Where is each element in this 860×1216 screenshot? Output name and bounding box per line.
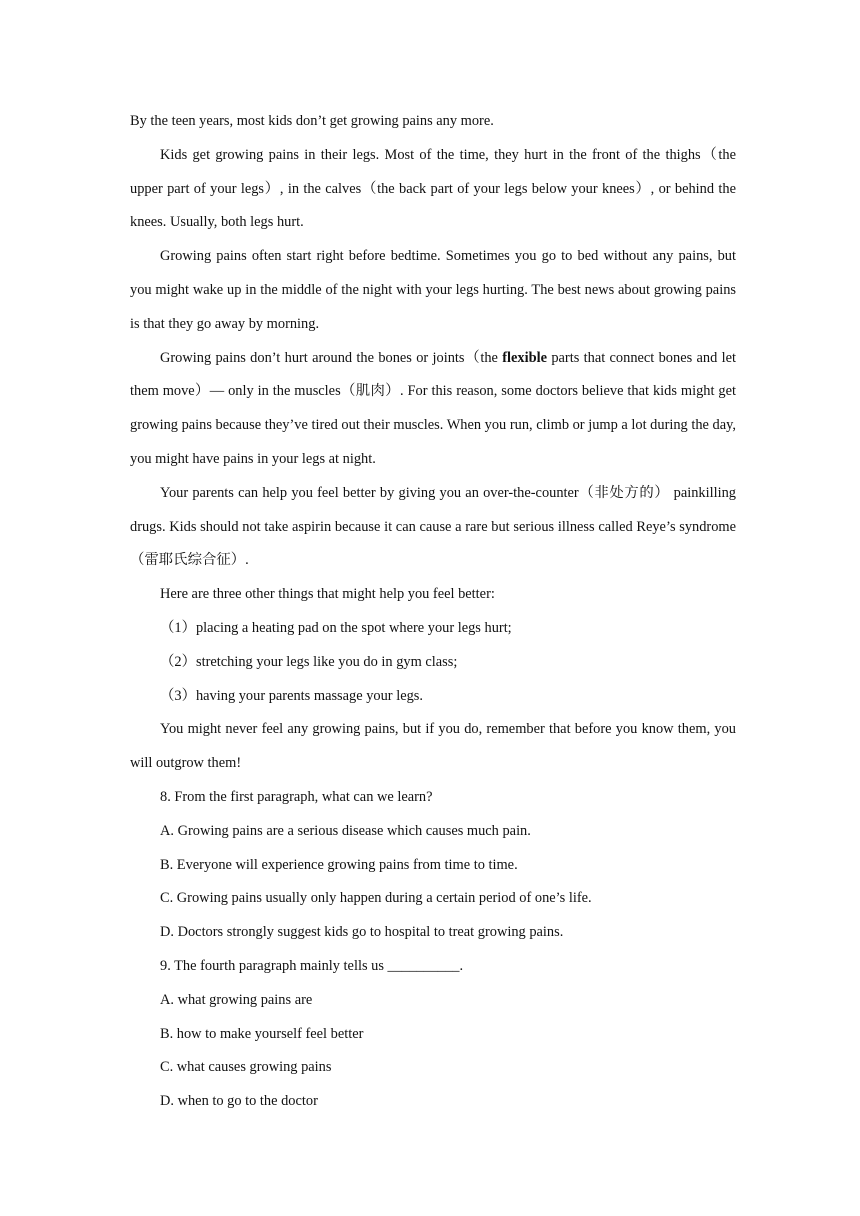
question-8-option-b: B. Everyone will experience growing pains from time to time. <box>160 856 518 873</box>
paragraph-bedtime: Growing pains often start right before bedtime. Sometimes you go to bed without any pains, but you might wake up in the middle of the night with your legs hurting. The best news about growing pains is that they go away by morning. <box>130 248 736 332</box>
question-9-stem: 9. The fourth paragraph mainly tells us __________. <box>160 957 464 974</box>
paragraph-outgrow: You might never feel any growing pains, but if you do, remember that before you know them, you will outgrow them! <box>130 721 736 772</box>
paragraph-painkillers: Your parents can help you feel better by giving you an over-the-counter（非处方的） painkilling drugs. Kids should not take aspirin because it can cause a rare but serious illness called Reye’s syndrome（雷耶氏综合征）. <box>130 484 736 569</box>
question-9-option-b: B. how to make yourself feel better <box>160 1025 364 1042</box>
question-8-option-a: A. Growing pains are a serious disease which causes much pain. <box>160 822 531 839</box>
paragraph-other-things: Here are three other things that might help you feel better: <box>160 586 495 603</box>
question-8-stem: 8. From the first paragraph, what can we learn? <box>160 788 433 805</box>
paragraph-muscles-start: Growing pains don’t hurt around the bones or joints（the <box>160 349 503 366</box>
question-8-option-c: C. Growing pains usually only happen during a certain period of one’s life. <box>160 890 592 907</box>
tip-item: （1）placing a heating pad on the spot where your legs hurt; <box>160 619 512 636</box>
bold-word-flexible: flexible <box>502 349 548 366</box>
question-9-option-d: D. when to go to the doctor <box>160 1093 318 1110</box>
document-page <box>130 105 736 1119</box>
question-9-option-a: A. what growing pains are <box>160 991 313 1008</box>
tip-item: （3）having your parents massage your legs. <box>160 687 423 704</box>
question-9-option-c: C. what causes growing pains <box>160 1059 332 1076</box>
paragraph-muscles-end: parts that connect bones and let them move）— only in the muscles（肌肉）. For this reason, some doctors believe that kids might get growing pains because they’ve tired out their muscles. When you run, climb or jump a lot during the day, you might have pains in your legs at night. <box>130 349 736 467</box>
paragraph-teen-years: By the teen years, most kids don’t get growing pains any more. <box>130 113 494 129</box>
paragraph-legs: Kids get growing pains in their legs. Most of the time, they hurt in the front of the thighs（the upper part of your legs）, in the calves（the back part of your legs below your knees）, or behind the knees. Usually, both legs hurt. <box>130 146 736 231</box>
paragraph-muscles <box>130 342 736 477</box>
tip-item: （2）stretching your legs like you do in gym class; <box>160 653 458 670</box>
question-8-option-d: D. Doctors strongly suggest kids go to hospital to treat growing pains. <box>160 924 564 941</box>
